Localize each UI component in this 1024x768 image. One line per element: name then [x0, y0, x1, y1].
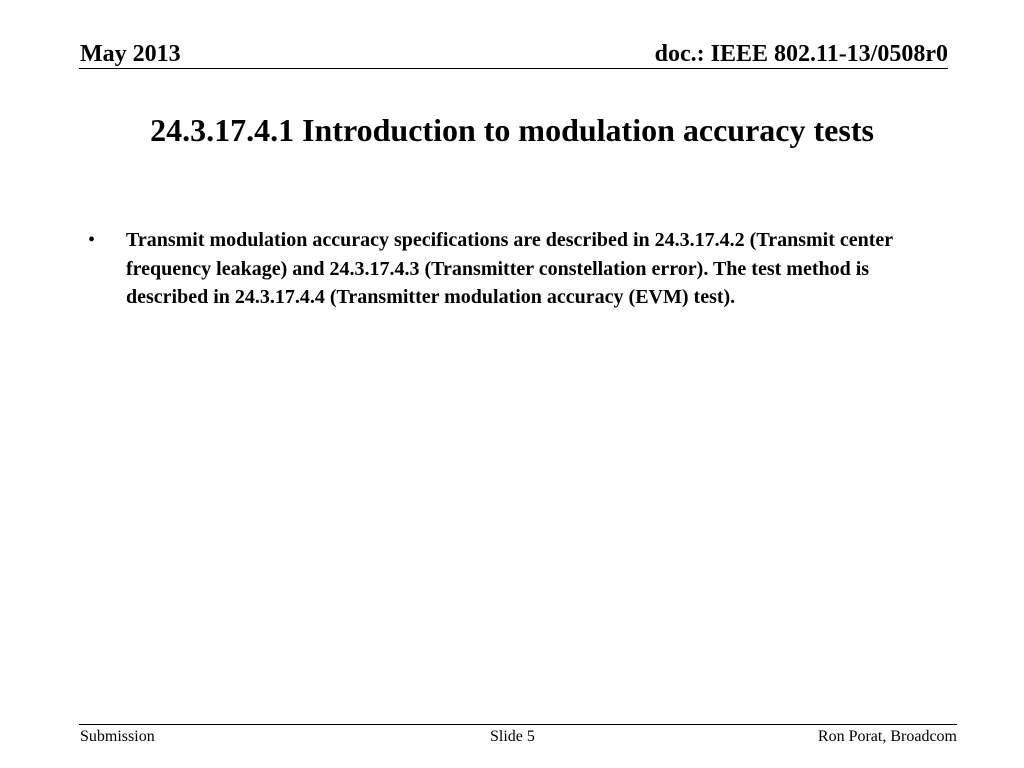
footer-slide-number: Slide 5: [490, 728, 535, 745]
bullet-text: Transmit modulation accuracy specifications are described in 24.3.17.4.2 (Transmit center frequency leakage) and 24.3.17.4.3 (Transmitter constellation error). The test method is described in 24.3.17.4.4 (Transmitter modulation accuracy (EVM) test).: [126, 229, 893, 308]
bullet-marker: •: [88, 229, 96, 251]
header-date: May 2013: [80, 41, 181, 67]
bullet-list: [88, 226, 908, 312]
bullet-item: [88, 226, 908, 312]
header-divider: [79, 68, 948, 69]
footer-author: Ron Porat, Broadcom: [817, 728, 957, 745]
footer-submission: Submission: [80, 728, 155, 745]
footer-divider: [79, 724, 957, 725]
slide-title: 24.3.17.4.1 Introduction to modulation accuracy tests: [150, 112, 874, 148]
header-doc-id: doc.: IEEE 802.11-13/0508r0: [654, 41, 948, 67]
